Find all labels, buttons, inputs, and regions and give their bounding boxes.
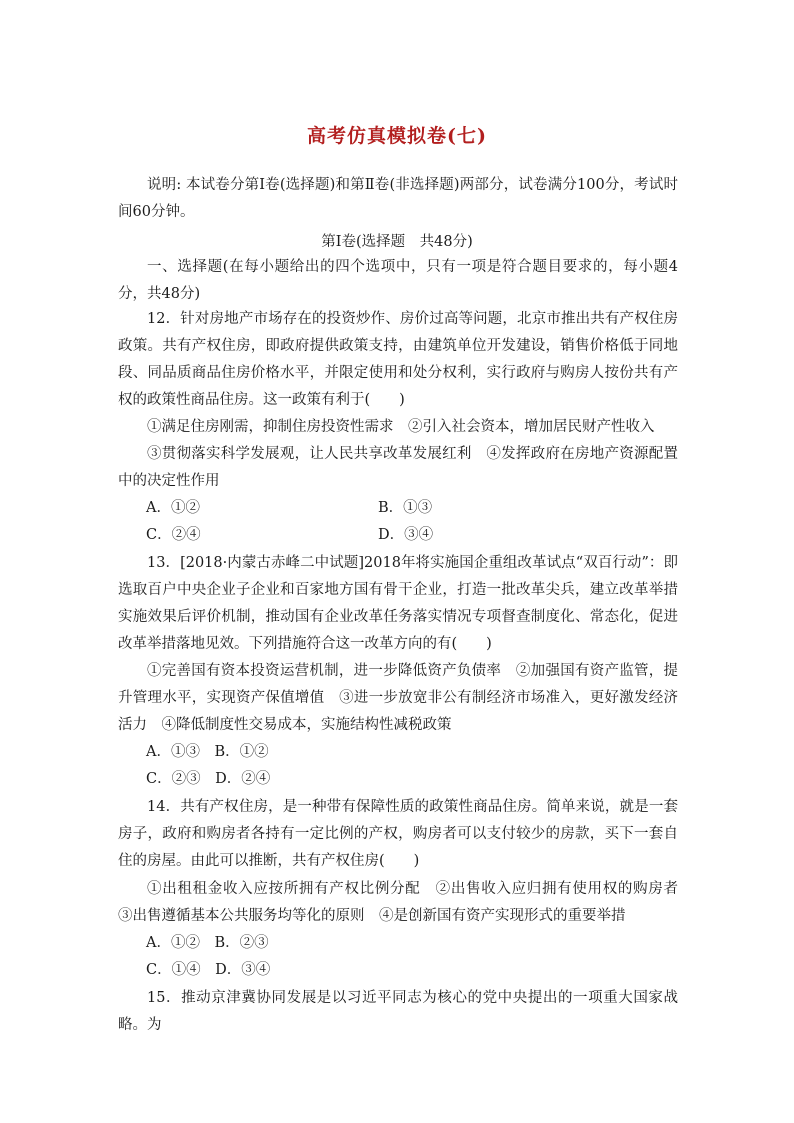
exam-title: 高考仿真模拟卷(七)	[307, 125, 487, 147]
instructions: 说明: 本试卷分第Ⅰ卷(选择题)和第Ⅱ卷(非选择题)两部分，试卷满分100分，考试时间60分钟。	[118, 177, 678, 220]
question-13-options-2: C．②③ D．②④	[146, 771, 271, 787]
question-13-options-1: A．①③ B．①②	[146, 744, 269, 760]
question-15-stem: 15．推动京津冀协同发展是以习近平同志为核心的党中央提出的一项重大国家战略。为	[118, 990, 678, 1033]
question-14-options-1: A．①② B．②③	[146, 935, 269, 951]
question-14-stem: 14．共有产权住房，是一种带有保障性质的政策性商品住房。简单来说，就是一套房子，政府和购房者各持有一定比例的产权，购房者可以支付较少的房款，买下一套自住的房屋。由此可以推断，共有产权住房( )	[118, 799, 678, 869]
question-12-option-c: C．②④	[146, 527, 201, 543]
question-14-options-2: C．①④ D．③④	[146, 962, 271, 978]
question-12-stem: 12．针对房地产市场存在的投资炒作、房价过高等问题，北京市推出共有产权住房政策。共有产权住房，即政府提供政策支持，由建筑单位开发建设，销售价格低于同地段、同品质商品住房价格水平，并限定使用和处分权利，实行政府与购房人按份共有产权的政策性商品住房。这一政策有利于( )	[118, 311, 678, 408]
question-12-items-2: ③贯彻落实科学发展观，让人民共享改革发展红利 ④发挥政府在房地产资源配置中的决定性作用	[118, 446, 678, 489]
question-12-items-1: ①满足住房刚需，抑制住房投资性需求 ②引入社会资本，增加居民财产性收入	[147, 419, 655, 435]
section-title: 第Ⅰ卷(选择题 共48分)	[321, 234, 473, 250]
question-12-option-b: B．①③	[378, 500, 433, 516]
question-14-items: ①出租租金收入应按所拥有产权比例分配 ②出售收入应归拥有使用权的购房者 ③出售遵循基本公共服务均等化的原则 ④是创新国有资产实现形式的重要举措	[118, 881, 693, 924]
question-13-items: ①完善国有资本投资运营机制，进一步降低资产负债率 ②加强国有资产监管，提升管理水平，实现资产保值增值 ③进一步放宽非公有制经济市场准入，更好激发经济活力 ④降低制度性交易成本，实施结构性减税政策	[118, 663, 678, 733]
question-13-stem: 13．[2018·内蒙古赤峰二中试题]2018年将实施国企重组改革试点“双百行动”：即选取百户中央企业子企业和百家地方国有骨干企业，打造一批改革尖兵，建立改革举措实施效果后评价机制，推动国有企业改革任务落实情况专项督查制度化、常态化，促进改革举措落地见效。下列措施符合这一改革方向的有( )	[118, 555, 678, 652]
part-intro: 一、选择题(在每小题给出的四个选项中，只有一项是符合题目要求的，每小题4分，共48分)	[118, 259, 678, 302]
question-12-option-a: A．①②	[146, 500, 200, 516]
question-12-option-d: D．③④	[378, 527, 434, 543]
